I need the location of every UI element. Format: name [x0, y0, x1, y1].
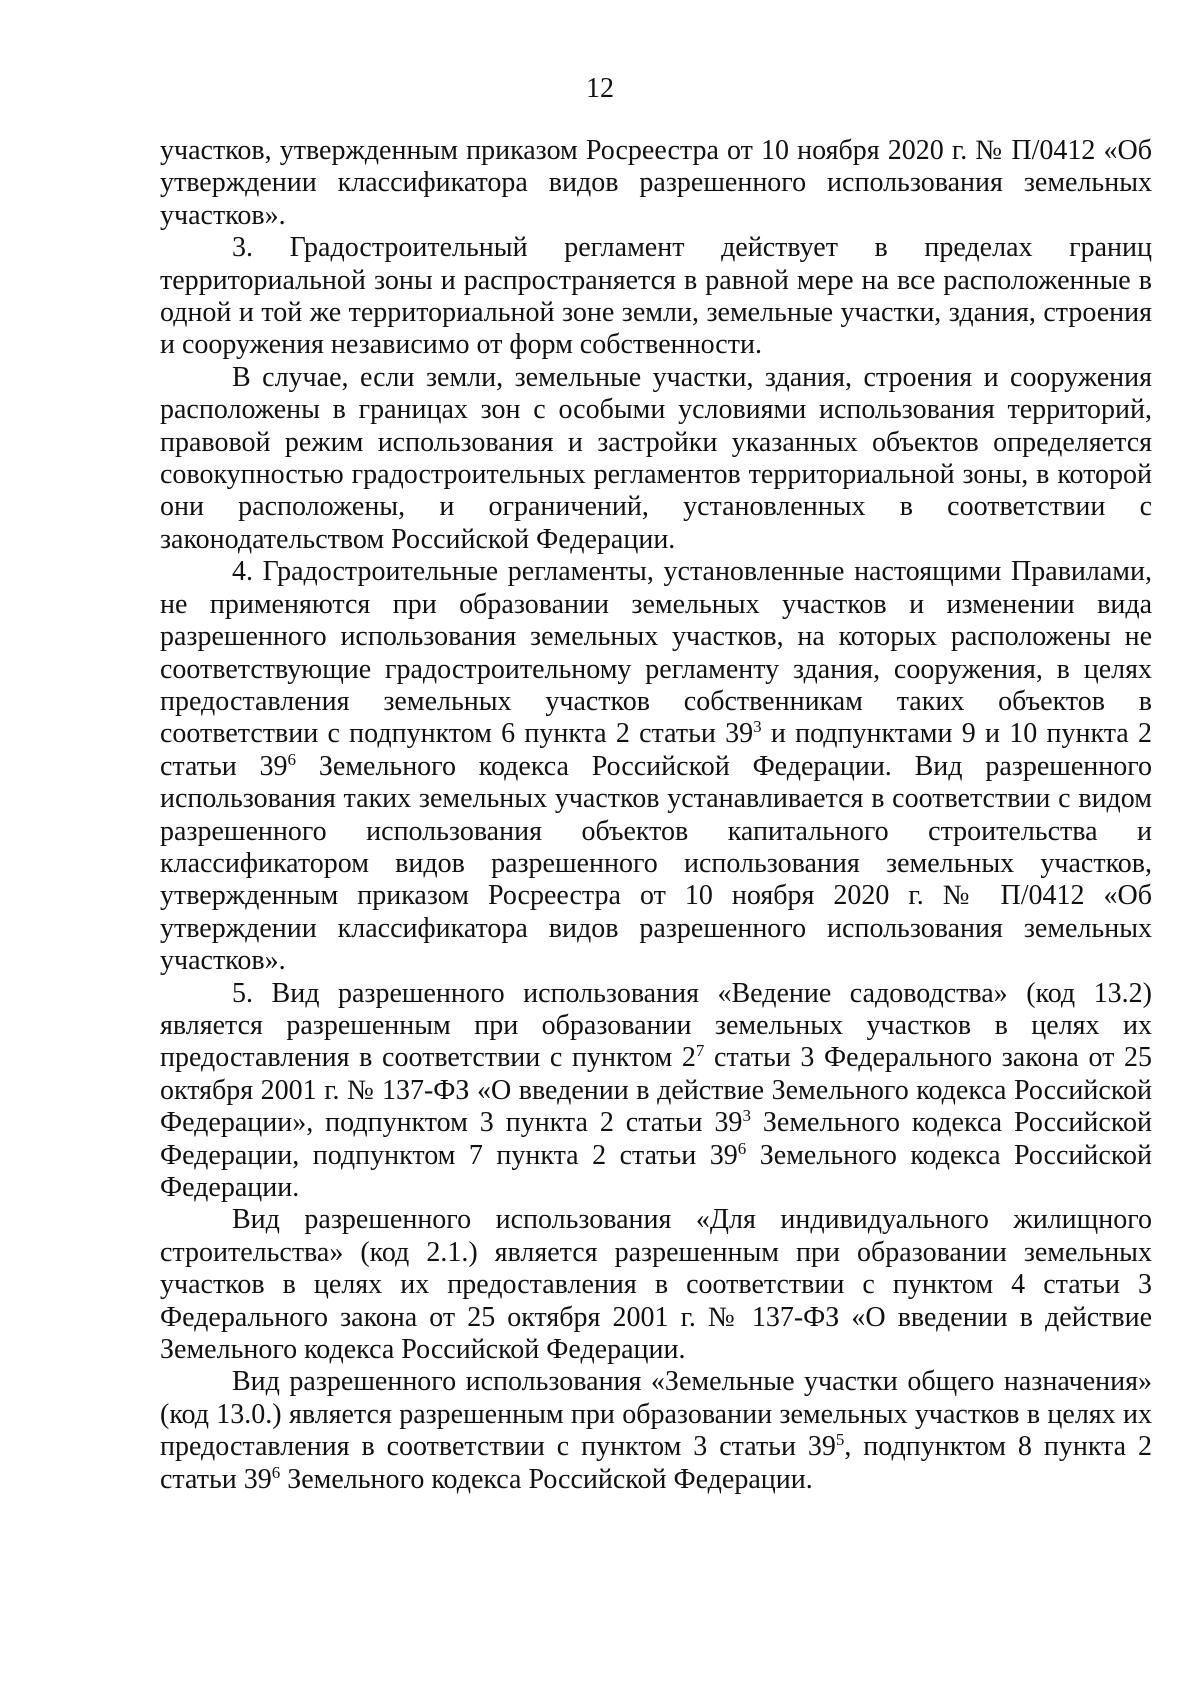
text-run: Земельного кодекса Российской Федерации, подпунктом 7 пункта 2 статьи 39 — [160, 1107, 1152, 1171]
text-run: Земельного кодекса Российской Федерации. — [280, 1463, 813, 1495]
text-run: Земельного кодекса Российской Федерации. — [160, 1139, 1152, 1203]
superscript: 6 — [287, 749, 297, 769]
text-run: 4. Градостроительные регламенты, установленные настоящими Правилами, не применяются при образовании земельных участков и изменении вида разрешенного использования земельных участков, на которых расположены не соответствующие градостроительному регламенту здания, сооружения, в целях предоставления земельных участков собственникам таких объектов в соответствии с подпунктом 6 пункта 2 статьи 39 — [160, 556, 1152, 750]
document-body — [160, 135, 1152, 1496]
text-run: статьи 3 Федерального закона от 25 октября 2001 г. № 137-ФЗ «О введении в действие Земельного кодекса Российской Федерации», подпунктом 3 пункта 2 статьи 39 — [160, 1042, 1152, 1139]
text-run: 5. Вид разрешенного использования «Ведение садоводства» (код 13.2) является разрешенным при образовании земельных участков в целях их предоставления в соответствии с пунктом 2 — [160, 977, 1152, 1074]
text-run: , подпунктом 8 пункта 2 статьи 39 — [160, 1431, 1152, 1495]
paragraph — [160, 556, 1152, 977]
text-run: Земельного кодекса Российской Федерации. Вид разрешенного использования таких земельных участков устанавливается в соответствии с видом разрешенного использования объектов капитального строительства и классификатором видов разрешенного использования земельных участков, утвержденным приказом Росреестра от 10 ноября 2020 г. № П/0412 «Об утверждении классификатора видов разрешенного использования земельных участков». — [160, 750, 1153, 977]
paragraph — [160, 978, 1152, 1205]
superscript: 7 — [695, 1041, 705, 1061]
text-run: В случае, если земли, земельные участки, здания, строения и сооружения расположены в границах зон с особыми условиями использования территорий, правовой режим использования и застройки указанных объектов определяется совокупностью градостроительных регламентов территориальной зоны, в которой они расположены, и ограничений, установленных в соответствии с законодательством Российской Федерации. — [160, 361, 1152, 555]
text-run: и подпунктами 9 и 10 пункта 2 статьи 39 — [160, 718, 1152, 782]
paragraph — [160, 1204, 1152, 1366]
paragraph — [160, 232, 1152, 362]
superscript: 3 — [742, 1106, 751, 1126]
text-run: Вид разрешенного использования «Для индивидуального жилищного строительства» (код 2.1.) является разрешенным при образовании земельных участков в целях их предоставления в соответствии с пунктом 4 статьи 3 Федерального закона от 25 октября 2001 г. № 137-ФЗ «О введении в действие Земельного кодекса Российской Федерации. — [160, 1204, 1152, 1366]
page-number: 12 — [586, 73, 614, 104]
superscript: 6 — [737, 1138, 747, 1158]
paragraph — [160, 1366, 1152, 1496]
paragraph — [160, 362, 1152, 556]
superscript: 3 — [753, 717, 762, 737]
text-run: участков, утвержденным приказом Росреестра от 10 ноября 2020 г. № П/0412 «Об утверждении классификатора видов разрешенного использования земельных участков». — [160, 135, 1152, 231]
text-run: Вид разрешенного использования «Земельные участки общего назначения» (код 13.0.) является разрешенным при образовании земельных участков в целях их предоставления в соответствии с пунктом 3 статьи 39 — [160, 1366, 1152, 1463]
paragraph — [160, 135, 1152, 232]
text-run: 3. Градостроительный регламент действует в пределах границ территориальной зоны и распространяется в равной мере на все расположенные в одной и той же территориальной зоне земли, земельные участки, здания, строения и сооружения независимо от форм собственности. — [160, 232, 1152, 361]
superscript: 5 — [835, 1430, 845, 1450]
superscript: 6 — [271, 1462, 281, 1482]
